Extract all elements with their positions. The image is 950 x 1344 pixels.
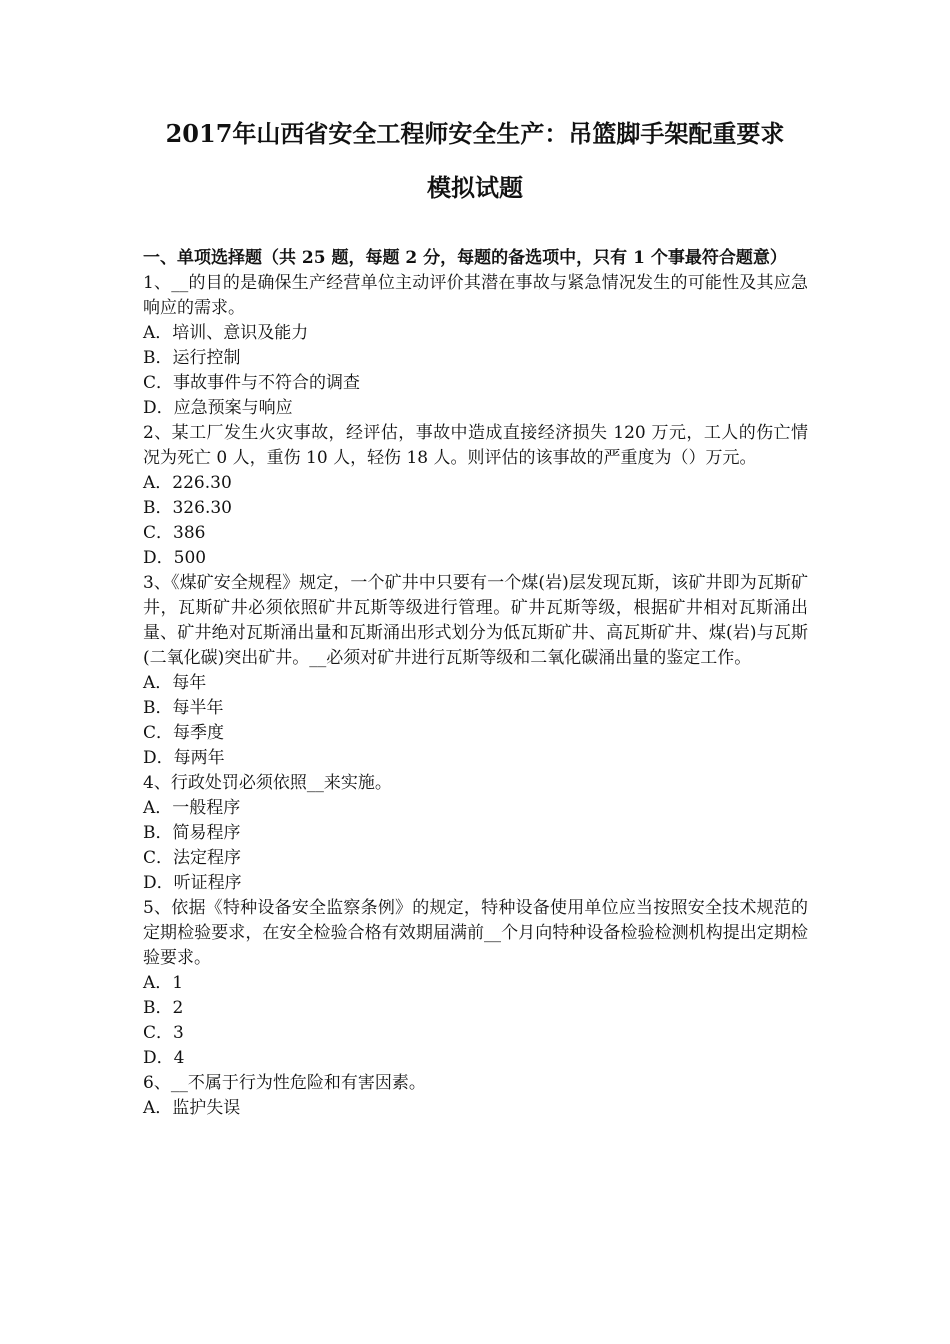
- question-3: [143, 571, 808, 771]
- question-text: 4、行政处罚必须依照__来实施。: [143, 773, 392, 793]
- option-b: B．运行控制: [143, 348, 241, 368]
- question-text: 5、依据《特种设备安全监察条例》的规定，特种设备使用单位应当按照安全技术规范的定期检验要求，在安全检验合格有效期届满前__个月向特种设备检验检测机构提出定期检验要求。: [143, 898, 808, 968]
- option-a: A．226.30: [143, 473, 232, 493]
- question-text: 6、__不属于行为性危险和有害因素。: [143, 1073, 426, 1093]
- option-c: C．3: [143, 1023, 184, 1043]
- option-a: A．一般程序: [143, 798, 241, 818]
- option-c: C．每季度: [143, 723, 225, 743]
- option-a: A．培训、意识及能力: [143, 323, 309, 343]
- section-header: 一、单项选择题（共 25 题，每题 2 分，每题的备选项中，只有 1 个事最符合题意）: [143, 248, 787, 268]
- option-c: C．事故事件与不符合的调查: [143, 373, 361, 393]
- option-b: B．326.30: [143, 498, 232, 518]
- option-c: C．法定程序: [143, 848, 242, 868]
- question-1: [143, 271, 808, 421]
- document-title-line-1: 2017年山西省安全工程师安全生产：吊篮脚手架配重要求: [165, 119, 785, 148]
- option-a: A．每年: [143, 673, 207, 693]
- option-a: A．监护失误: [143, 1098, 241, 1118]
- option-b: B．每半年: [143, 698, 224, 718]
- option-b: B．简易程序: [143, 823, 241, 843]
- option-d: D．听证程序: [143, 873, 242, 893]
- document-title-line-2: 模拟试题: [427, 173, 523, 202]
- question-4: [143, 771, 808, 896]
- question-5: [143, 896, 808, 1071]
- document-body: [143, 246, 808, 1121]
- question-text: 3、《煤矿安全规程》规定，一个矿井中只要有一个煤(岩)层发现瓦斯，该矿井即为瓦斯矿井，瓦斯矿井必须依照矿井瓦斯等级进行管理。矿井瓦斯等级，根据矿井相对瓦斯涌出量、矿井绝对瓦斯涌出量和瓦斯涌出形式划分为低瓦斯矿井、高瓦斯矿井、煤(岩)与瓦斯(二氧化碳)突出矿井。__必须对矿井进行瓦斯等级和二氧化碳涌出量的鉴定工作。: [143, 573, 808, 668]
- option-d: D．每两年: [143, 748, 225, 768]
- option-d: D．4: [143, 1048, 185, 1068]
- option-d: D．500: [143, 548, 207, 568]
- option-b: B．2: [143, 998, 184, 1018]
- question-text: 1、__的目的是确保生产经营单位主动评价其潜在事故与紧急情况发生的可能性及其应急响应的需求。: [143, 273, 808, 318]
- option-d: D．应急预案与响应: [143, 398, 293, 418]
- question-text: 2、某工厂发生火灾事故，经评估，事故中造成直接经济损失 120 万元，工人的伤亡情况为死亡 0 人，重伤 10 人，轻伤 18 人。则评估的该事故的严重度为（）万元。: [143, 423, 808, 468]
- question-6: [143, 1071, 808, 1121]
- option-a: A．1: [143, 973, 184, 993]
- option-c: C．386: [143, 523, 206, 543]
- question-2: [143, 421, 808, 571]
